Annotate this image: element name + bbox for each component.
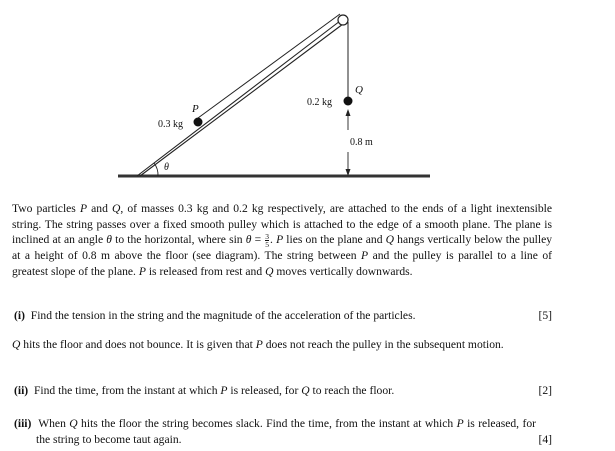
pulley [338,15,348,25]
label-p: P [192,103,199,115]
marks-part-ii: [2] [538,384,552,397]
question-part-i: (i) Find the tension in the string and the magnitude of the acceleration of the particles. [5] [14,309,552,322]
question-intro: Two particles P and Q, of masses 0.3 kg and 0.2 kg respectively, are attached to the ends of a light inextensible string. The string passes over a fixed smooth pulley which is attached to the edge of a smooth plane. The plane is inclined at an angle θ to the horizontal, where sin θ = $\frac{3}{5}$ . P lies on the plane and Q hangs vertically below the pulley at a height of 0.8 m above the floor (see diagram). The string between P and the pulley is parallel to a line of greatest slope of the plane. P is released from rest and Q moves vertically downwards. [12,202,553,278]
label-height: 0.8 m [350,137,373,148]
question-part-iii: (iii) When Q hits the floor the string becomes slack. Find the time, from the instant at which P is released, for the string to become taut again. [4] [14,417,552,446]
question-part-ii: (ii) Find the time, from the instant at which P is released, for Q to reach the floor. [2] [14,384,552,397]
marks-part-i: [5] [538,309,552,322]
height-arrowhead-top [346,109,351,116]
question-mid-text: Q hits the floor and does not bounce. It is given that P does not reach the pulley in the subsequent motion. [12,338,504,351]
label-q: Q [355,84,363,96]
label-mass-p: 0.3 kg [158,119,183,130]
particle-p [194,118,203,127]
marks-part-iii: [4] [538,432,552,446]
label-mass-q: 0.2 kg [307,97,332,108]
incline-diagram [0,0,615,190]
fraction-three-fifths: $\frac{3}{5}$ [265,232,270,250]
particle-q [344,97,353,106]
label-angle: θ [164,162,169,173]
